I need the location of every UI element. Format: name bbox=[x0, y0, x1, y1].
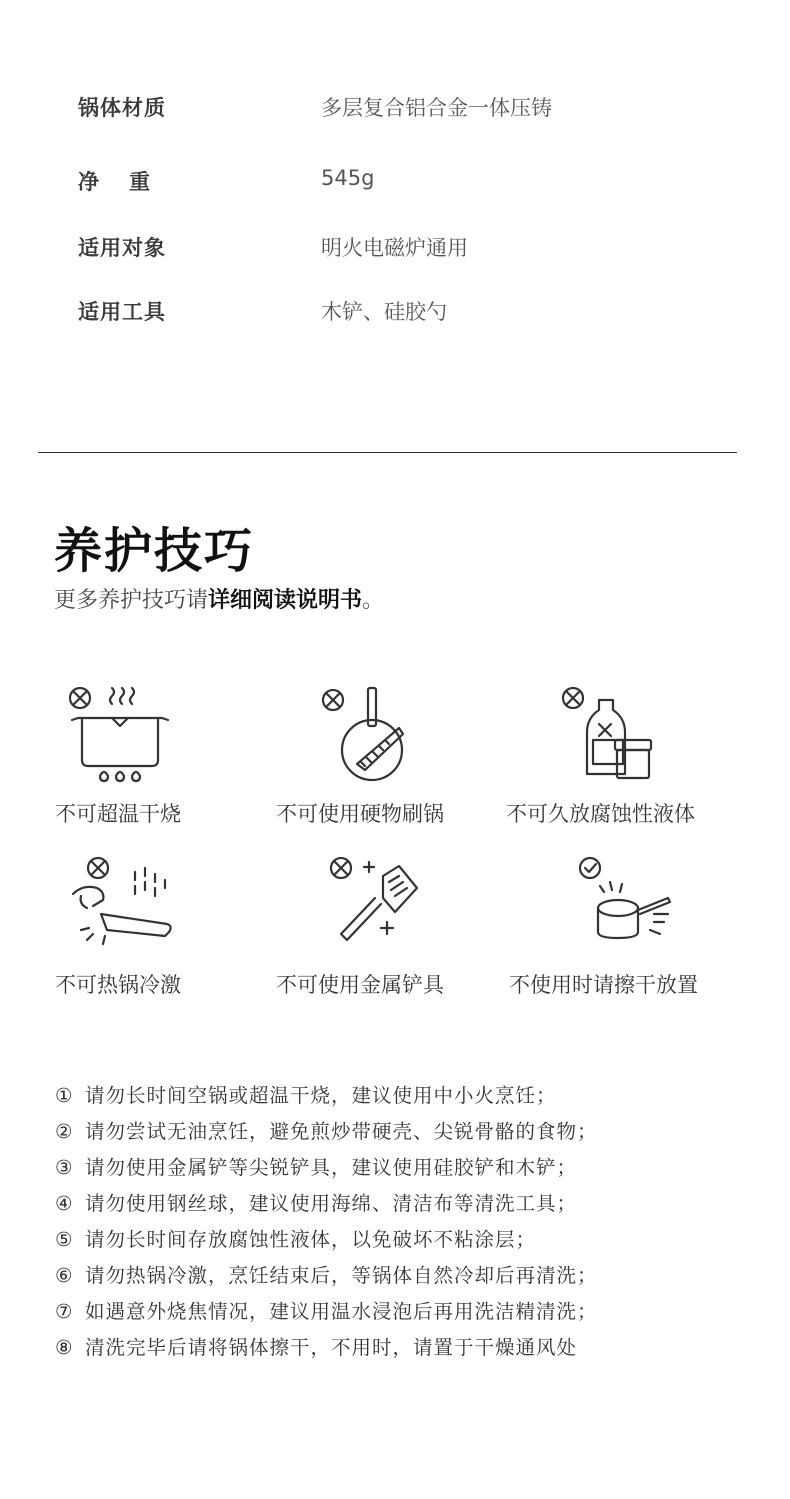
care-title: 养护技巧 bbox=[54, 523, 255, 579]
care-subtitle-prefix: 更多养护技巧请 bbox=[54, 588, 209, 613]
spec-row-weight bbox=[0, 166, 790, 206]
spec-label: 净重 bbox=[78, 170, 180, 194]
spec-value: 545g bbox=[321, 166, 375, 190]
tip-number: ⑦ bbox=[55, 1300, 74, 1323]
care-subtitle-emphasis: 详细阅读说明书 bbox=[208, 588, 363, 613]
icon-caption: 不可使用金属铲具 bbox=[276, 973, 444, 997]
list-item bbox=[55, 1188, 755, 1224]
spec-label: 锅体材质 bbox=[78, 96, 166, 120]
tip-number: ⑤ bbox=[55, 1228, 74, 1251]
tip-text: 如遇意外烧焦情况，建议用温水浸泡后再用洗洁精清洗； bbox=[85, 1300, 598, 1323]
list-item bbox=[55, 1260, 755, 1296]
tip-text: 请勿热锅冷激，烹饪结束后，等锅体自然冷却后再清洗； bbox=[85, 1264, 598, 1287]
hard-brush-icon bbox=[315, 684, 425, 784]
tip-text: 请勿长时间存放腐蚀性液体，以免破坏不粘涂层； bbox=[85, 1228, 537, 1251]
care-tips-list bbox=[55, 1080, 755, 1368]
tip-number: ① bbox=[55, 1084, 74, 1107]
section-divider bbox=[38, 452, 737, 453]
icon-caption: 不可使用硬物刷锅 bbox=[276, 802, 444, 826]
spec-row-material bbox=[0, 92, 790, 132]
spec-row-tools bbox=[0, 296, 790, 336]
tip-number: ⑧ bbox=[55, 1336, 74, 1359]
list-item bbox=[55, 1152, 755, 1188]
tip-text: 请勿长时间空锅或超温干烧，建议使用中小火烹饪； bbox=[85, 1084, 557, 1107]
tip-number: ④ bbox=[55, 1192, 74, 1215]
tip-text: 请勿使用金属铲等尖锐铲具，建议使用硅胶铲和木铲； bbox=[85, 1156, 578, 1179]
list-item bbox=[55, 1296, 755, 1332]
corrosive-liquid-icon bbox=[555, 682, 665, 782]
care-subtitle bbox=[54, 583, 384, 614]
list-item bbox=[55, 1116, 755, 1152]
spec-label: 适用工具 bbox=[78, 300, 166, 324]
tip-text: 请勿尝试无油烹饪，避免煎炒带硬壳、尖锐骨骼的食物； bbox=[85, 1120, 598, 1143]
icon-caption: 不可超温干烧 bbox=[55, 802, 181, 826]
icon-caption: 不可久放腐蚀性液体 bbox=[506, 802, 695, 826]
care-subtitle-suffix: 。 bbox=[362, 588, 385, 613]
spec-label: 适用对象 bbox=[78, 236, 166, 260]
spec-value: 多层复合铝合金一体压铸 bbox=[321, 96, 552, 120]
spec-value: 明火电磁炉通用 bbox=[321, 236, 468, 260]
icon-caption: 不可热锅冷激 bbox=[55, 973, 181, 997]
tip-number: ② bbox=[55, 1120, 74, 1143]
pot-overheat-icon bbox=[60, 680, 180, 790]
tip-text: 请勿使用钢丝球，建议使用海绵、清洁布等清洗工具； bbox=[85, 1192, 578, 1215]
tip-number: ⑥ bbox=[55, 1264, 74, 1287]
icon-caption: 不使用时请擦干放置 bbox=[509, 973, 698, 997]
tip-text: 清洗完毕后请将锅体擦干，不用时，请置于干燥通风处 bbox=[85, 1336, 578, 1359]
metal-spatula-icon bbox=[325, 852, 425, 952]
hot-pan-cold-water-icon bbox=[65, 852, 185, 952]
list-item bbox=[55, 1224, 755, 1260]
dry-pan-icon bbox=[570, 852, 680, 952]
tip-number: ③ bbox=[55, 1156, 74, 1179]
list-item bbox=[55, 1080, 755, 1116]
spec-row-compatible bbox=[0, 232, 790, 272]
spec-value: 木铲、硅胶勺 bbox=[321, 300, 447, 324]
list-item bbox=[55, 1332, 755, 1368]
